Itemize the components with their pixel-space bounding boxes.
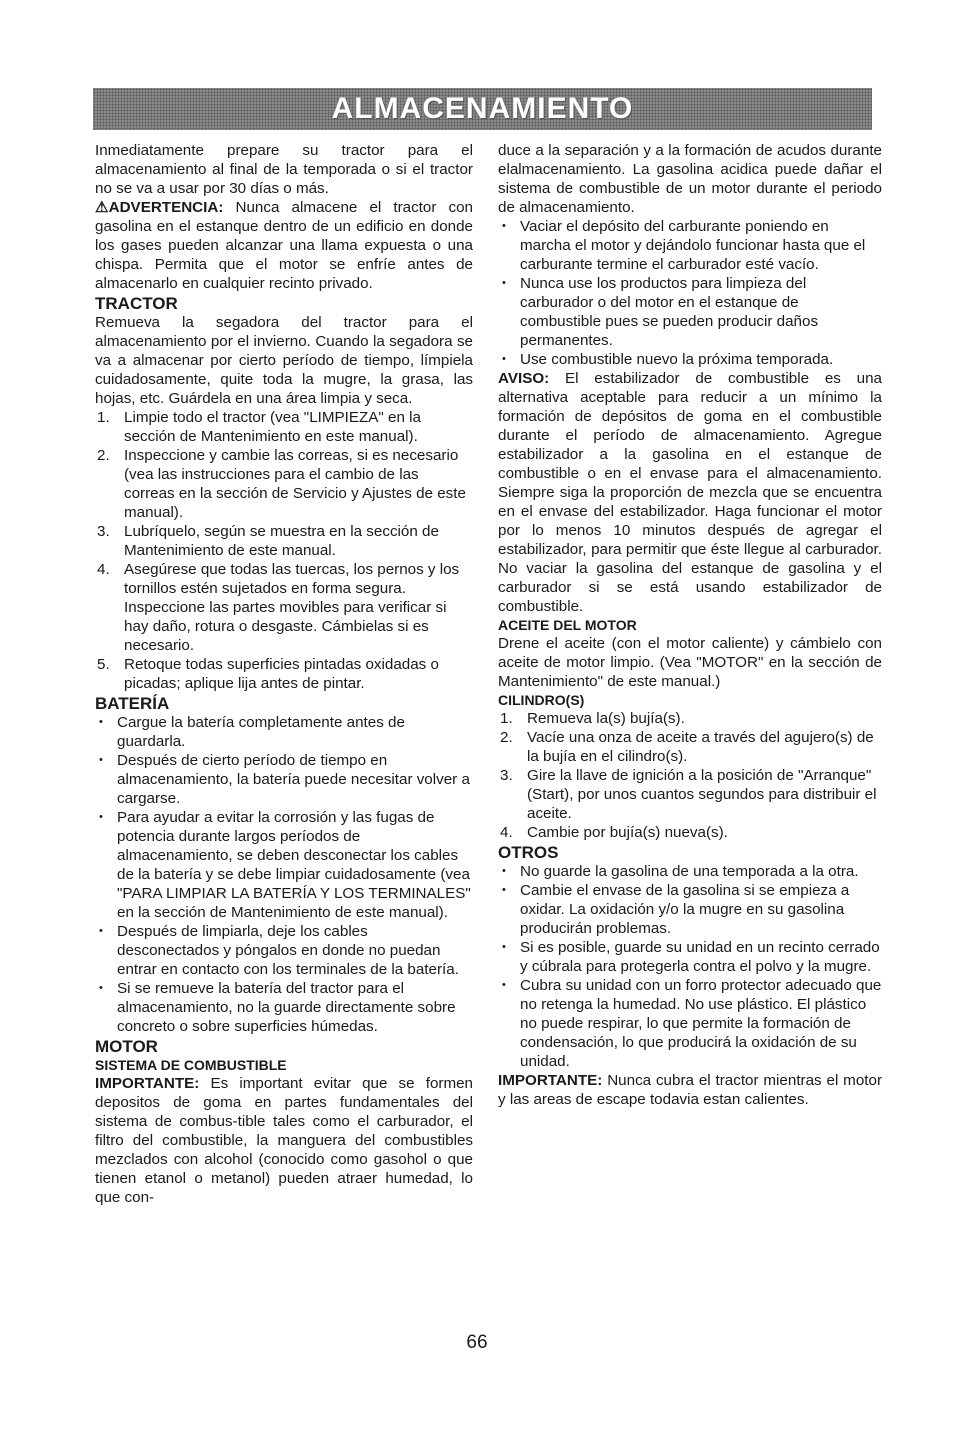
list-item: 3. Gire la llave de ignición a la posición de "Arranque" (Start), por unos cuantos segundos para distribuir el aceite.: [500, 767, 877, 822]
left-column: [95, 141, 473, 1207]
list-item: • Use combustible nuevo la próxima temporada.: [498, 350, 882, 369]
warning-label: ADVERTENCIA:: [108, 199, 224, 216]
cilindros-steps: [498, 709, 882, 842]
list-item: 5. Retoque todas superficies pintadas oxidadas o picadas; aplique lija antes de pintar.: [97, 656, 439, 692]
list-item: • Después de limpiarla, deje los cables desconectados y póngalos en donde no puedan entrar en contacto con los terminales de la batería.: [95, 922, 473, 979]
importante-text: Es important evitar que se formen depositos de goma en partes fundamentales del sistema de combus-tible tales como el carburador, el filtro del combustible, la manguera del combustibles mezclados con alcohol (conocido como gasohol o que tienen etanol o metanol) pueden atraer humedad, lo que con-: [95, 1075, 473, 1206]
page-number: 66: [466, 1332, 488, 1353]
list-item: 4. Cambie por bujía(s) nueva(s).: [500, 824, 728, 841]
list-item: • Si es posible, guarde su unidad en un recinto cerrado y cúbrala para protegerla contra el polvo y la mugre.: [498, 938, 882, 976]
aviso-text: El estabilizador de combustible es una alternativa aceptable para reducir a un mínimo la formación de depósitos de goma en el combustible durante el período de almacenamiento. Agregue estabilizador a la gasolina en el estanque de combustible o en el envase para el almacenamiento. Siempre siga la proporción de mezcla que se encuentra en el envase del estabilizador. Haga funcionar el motor por lo menos 10 minutos después de agregar el estabilizador, para permitir que éste llegue al carburador. No vaciar la gasolina del estanque de gasolina y el carburador si se está usando estabilizador de combustible.: [498, 370, 882, 615]
aviso-label: AVISO:: [498, 370, 550, 387]
warning-triangle-icon: ⚠: [95, 199, 109, 216]
bateria-bullets: [95, 713, 473, 1036]
warning-text: Nunca almacene el tractor con gasolina en el estanque dentro de un edificio en donde los gases pueden alcanzar una llama expuesta o una chispa. Permita que el motor se enfríe antes de almacenarlo en cualquier recinto privado.: [95, 199, 473, 292]
tractor-paragraph: Remueva la segadora del tractor para el almacenamiento por el invierno. Cuando la segadora se va a almacenar por cierto período de tiempo, límpiela cuidadosamente, quite toda la mugre, la grasa, las hojas, etc. Guárdela en una área limpia y seca.: [95, 314, 473, 407]
otros-bullets: [498, 862, 882, 1071]
section-banner: [93, 88, 872, 130]
tractor-heading: TRACTOR: [95, 294, 178, 313]
sistema-heading: SISTEMA DE COMBUSTIBLE: [95, 1057, 287, 1073]
list-item: 2. Inspeccione y cambie las correas, si es necesario (vea las instrucciones para el cambio de las correas en la sección de Servicio y Ajustes de este manual).: [97, 447, 466, 521]
importante-paragraph: [95, 1074, 473, 1207]
importante-paragraph: [498, 1071, 882, 1109]
list-item: • Cargue la batería completamente antes de guardarla.: [95, 713, 473, 751]
list-item: 2. Vacíe una onza de aceite a través del agujero(s) de la bujía en el cilindro(s).: [500, 729, 874, 765]
aceite-paragraph: Drene el aceite (con el motor caliente) y cámbielo con aceite de motor limpio. (Vea "MOTOR" en la sección de Mantenimiento" de este manual.): [498, 635, 882, 690]
cilindros-heading: CILINDRO(S): [498, 692, 585, 708]
otros-heading: OTROS: [498, 843, 559, 862]
importante-label: IMPORTANTE:: [498, 1072, 603, 1089]
list-item: 1. Limpie todo el tractor (vea "LIMPIEZA" en la sección de Mantenimiento en este manual).: [97, 409, 421, 445]
warning-paragraph: [95, 198, 473, 293]
banner-title: ALMACENAMIENTO: [331, 92, 634, 125]
list-item: • Después de cierto período de tiempo en almacenamiento, la batería puede necesitar volver a cargarse.: [95, 751, 473, 808]
intro-paragraph: Inmediatamente prepare su tractor para el almacenamiento al final de la temporada o si el tractor no se va a usar por 30 días o más.: [95, 142, 473, 197]
importante-text: Nunca cubra el tractor mientras el motor y las areas de escape todavia estan calientes.: [498, 1072, 882, 1108]
list-item: • Para ayudar a evitar la corrosión y las fugas de potencia durante largos períodos de almacenamiento, se deben desconectar los cables de la batería y se debe limpiar cuidadosamente (vea "PARA LIMPIAR LA BATERÍA Y LOS TERMINALES" en la sección de Mantenimiento de este manual).: [95, 808, 473, 922]
importante-label: IMPORTANTE:: [95, 1075, 200, 1092]
list-item: 4. Asegúrese que todas las tuercas, los pernos y los tornillos estén sujetados en forma segura. Inspeccione las partes movibles para verificar si hay daño, rotura o desgaste. Cámbielas si es necesario.: [97, 561, 460, 654]
list-item: 1. Remueva la(s) bujía(s).: [500, 710, 685, 727]
aviso-paragraph: [498, 369, 882, 616]
fuel-bullets: [498, 217, 882, 369]
tractor-steps: [95, 408, 473, 693]
list-item: • Cambie el envase de la gasolina si se empieza a oxidar. La oxidación y/o la mugre en su gasolina producirán problemas.: [498, 881, 882, 938]
bateria-heading: BATERÍA: [95, 694, 170, 713]
continued-paragraph: duce a la separación y a la formación de acudos durante elalmacenamiento. La gasolina acidica puede dañar el sistema de combustible de un motor durante el periodo de almacenamiento.: [498, 142, 882, 216]
list-item: • No guarde la gasolina de una temporada a la otra.: [498, 862, 882, 881]
list-item: • Cubra su unidad con un forro protector adecuado que no retenga la humedad. No use plástico. El plástico no puede respirar, lo que permite la formación de condensación, lo que producirá la oxidación de su unidad.: [498, 976, 882, 1071]
list-item: 3. Lubríquelo, según se muestra en la sección de Mantenimiento de este manual.: [97, 523, 439, 559]
list-item: • Nunca use los productos para limpieza del carburador o del motor en el estanque de combustible pues se pueden producir daños permanentes.: [498, 274, 882, 350]
list-item: • Si se remueve la batería del tractor para el almacenamiento, no la guarde directamente sobre concreto o sobre superficies húmedas.: [95, 979, 473, 1036]
aceite-heading: ACEITE DEL MOTOR: [498, 617, 637, 633]
list-item: • Vaciar el depósito del carburante poniendo en marcha el motor y dejándolo funcionar hasta que el carburante termine el carburador esté vacío.: [498, 217, 882, 274]
motor-heading: MOTOR: [95, 1037, 158, 1056]
right-column: [498, 141, 882, 1109]
